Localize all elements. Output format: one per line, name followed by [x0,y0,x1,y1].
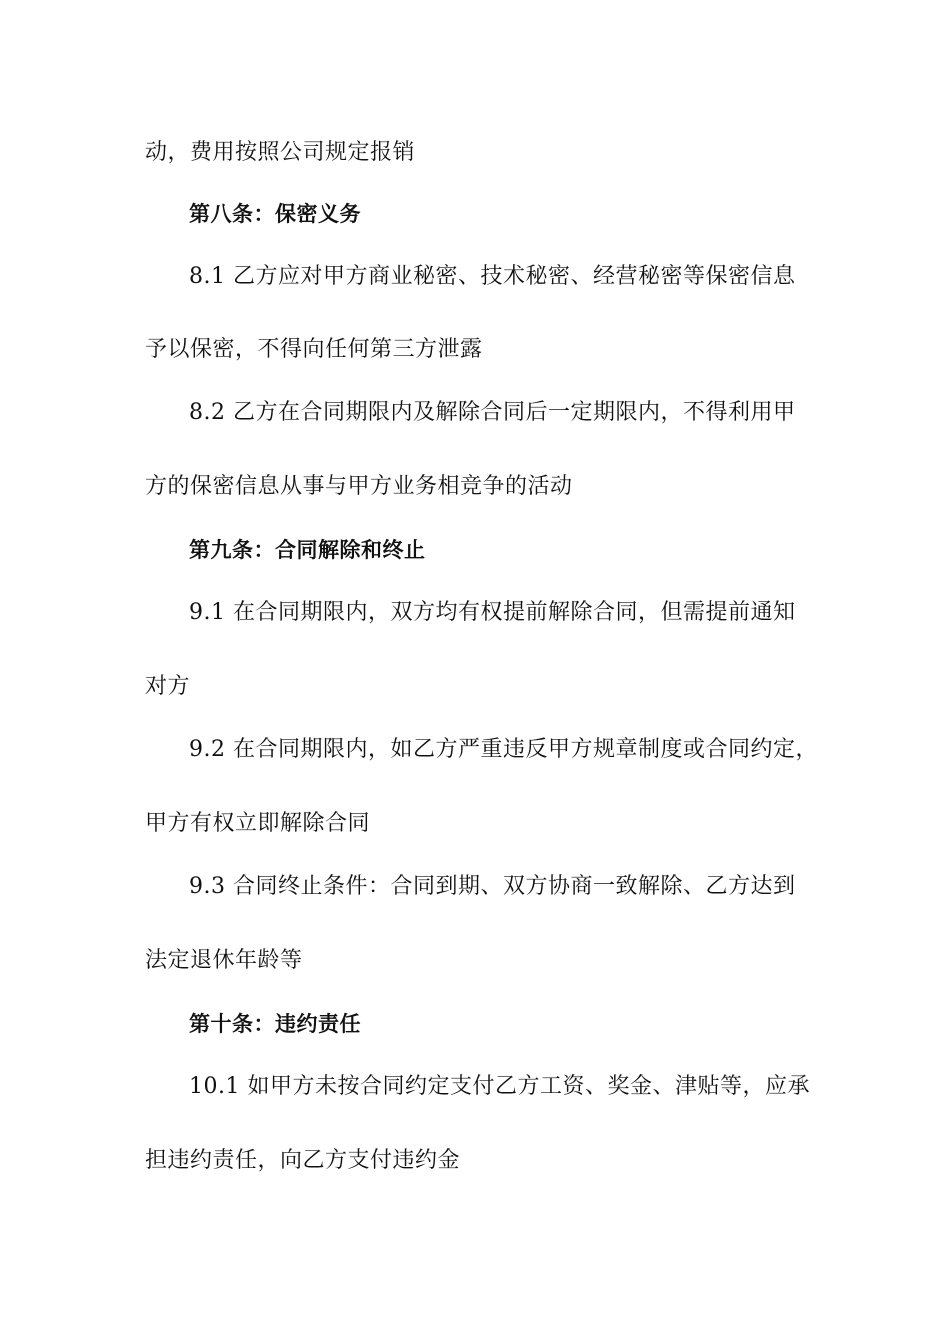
clause-10-1-line-1: 10.1 如甲方未按合同约定支付乙方工资、奖金、津贴等，应承 [189,1074,810,1099]
clause-8-1-line-1: 8.1 乙方应对甲方商业秘密、技术秘密、经营秘密等保密信息 [189,264,796,289]
clause-9-2-line-1: 9.2 在合同期限内，如乙方严重违反甲方规章制度或合同约定， [189,737,818,762]
clause-9-3-line-1: 9.3 合同终止条件：合同到期、双方协商一致解除、乙方达到 [189,874,796,899]
clause-9-1-line-2: 对方 [145,674,191,699]
section-heading-10: 第十条：违约责任 [189,1012,361,1036]
section-heading-8: 第八条：保密义务 [189,202,361,226]
clause-8-2-line-1: 8.2 乙方在合同期限内及解除合同后一定期限内，不得利用甲 [189,400,796,425]
clause-10-1-line-2: 担违约责任，向乙方支付违约金 [145,1148,461,1173]
clause-9-2-line-2: 甲方有权立即解除合同 [145,811,371,836]
clause-9-1-line-1: 9.1 在合同期限内，双方均有权提前解除合同，但需提前通知 [189,600,796,625]
clause-8-2-line-2: 方的保密信息从事与甲方业务相竞争的活动 [145,474,573,499]
section-heading-9: 第九条：合同解除和终止 [189,538,426,562]
clause-8-1-line-2: 予以保密，不得向任何第三方泄露 [145,337,483,362]
clause-9-3-line-2: 法定退休年龄等 [145,948,303,973]
continuation-line: 动，费用按照公司规定报销 [145,140,416,165]
